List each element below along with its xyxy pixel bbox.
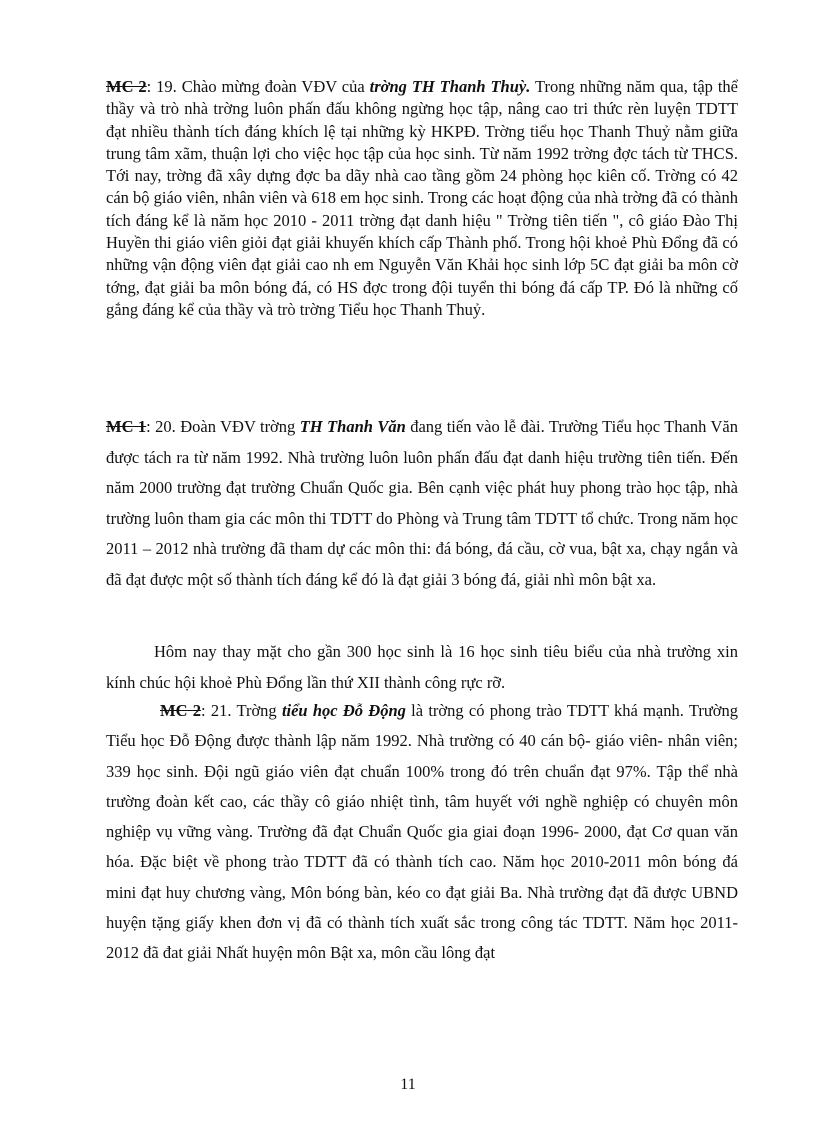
paragraph-school-20 — [106, 412, 738, 595]
speaker-label: MC 2 — [106, 77, 147, 96]
paragraph-body: Trong những năm qua, tập thể thầy và trò nhà trờng luôn phấn đấu không ngừng học tập, nâng cao tri thức rèn luyện TDTT đạt nhiều thành tích đáng khích lệ tại những kỳ HKPĐ. Trờng tiểu học Thanh Thuỷ nằm giữa trung tâm xãm, thuận lợi cho việc học tập của học sinh. Từ năm 1992 trờng đợc tách từ THCS. Tới nay, trờng đã xây dựng đợc ba dãy nhà cao tầng gồm 24 phòng học kiên cố. Trờng có 42 cán bộ giáo viên, nhân viên và 618 em học sinh. Trong các hoạt động của nhà trờng đã có thành tích đáng kể là năm học 2010 - 2011 trờng đạt danh hiệu " Trờng tiên tiến ", cô giáo Đào Thị Huyền thi giáo viên giỏi đạt giải khuyến khích cấp Thành phố. Trong hội khoẻ Phù Đổng đã có những vận động viên đạt giải cao nh em Nguyễn Văn Khải học sinh lớp 5C đạt giải ba môn cờ tớng, đạt giải ba môn bóng đá, có HS đợc trong đội tuyển thi bóng đá cấp TP. Đó là những cố gắng đáng kể của thầy và trò trờng Tiểu học Thanh Thuỷ. — [106, 77, 738, 319]
speaker-label: MC 1 — [106, 417, 147, 436]
paragraph-body: Hôm nay thay mặt cho gần 300 học sinh là 16 học sinh tiêu biểu của nhà trường xin kính chúc hội khoẻ Phù Đổng lần thứ XII thành công rực rỡ. — [106, 642, 738, 692]
paragraph-intro: : 19. Chào mừng đoàn VĐV của — [146, 77, 370, 96]
paragraph-intro: : 20. Đoàn VĐV trờng — [146, 417, 300, 436]
paragraph-school-19 — [106, 76, 738, 321]
speaker-label: MC 2 — [160, 701, 202, 720]
school-name: trờng TH Thanh Thuỳ. — [369, 77, 531, 96]
school-name: TH Thanh Văn — [299, 417, 406, 436]
paragraph-body: đang tiến vào lễ đài. Trường Tiểu học Thanh Văn được tách ra từ năm 1992. Nhà trường luôn luôn phấn đấu đạt danh hiệu trường tiên tiến. Đến năm 2000 trường đạt trường Chuẩn Quốc gia. Bên cạnh việc phát huy phong trào học tập, nhà trường luôn tham gia các môn thi TDTT do Phòng và Trung tâm TDTT tổ chức. Trong năm học 2011 – 2012 nhà trường đã tham dự các môn thi: đá bóng, đá cầu, cờ vua, bật xa, chạy ngắn và đã đạt được một số thành tích đáng kể đó là đạt giải 3 bóng đá, giải nhì môn bật xa. — [106, 417, 738, 589]
school-name: tiểu học Đỗ Động — [281, 701, 406, 720]
paragraph-intro: : 21. Trờng — [201, 701, 282, 720]
paragraph-greeting — [106, 637, 738, 698]
page-number: 11 — [400, 1076, 416, 1093]
paragraph-school-21 — [106, 696, 738, 969]
paragraph-body: là trờng có phong trào TDTT khá mạnh. Trường Tiểu học Đỗ Động được thành lập năm 1992. Nhà trường có 40 cán bộ- giáo viên- nhân viên; 339 học sinh. Đội ngũ giáo viên đạt chuẩn 100% trong đó trên chuẩn đạt 97%. Tập thể nhà trường đoàn kết cao, các thầy cô giáo nhiệt tình, tâm huyết với nghề nghiệp có chuyên môn nghiệp vụ vững vàng. Trường đã đạt Chuẩn Quốc gia giai đoạn 1996- 2000, đạt Cơ quan văn hóa. Đặc biệt về phong trào TDTT đã có thành tích cao. Năm học 2010-2011 môn bóng đá mini đạt huy chương vàng, Môn bóng bàn, kéo co đạt giải Ba. Nhà trường đạt đã được UBND huyện tặng giấy khen đơn vị đã có thành tích xuất sắc trong công tác TDTT. Năm học 2011-2012 đã đat giải Nhất huyện môn Bật xa, môn cầu lông đạt — [106, 701, 738, 963]
